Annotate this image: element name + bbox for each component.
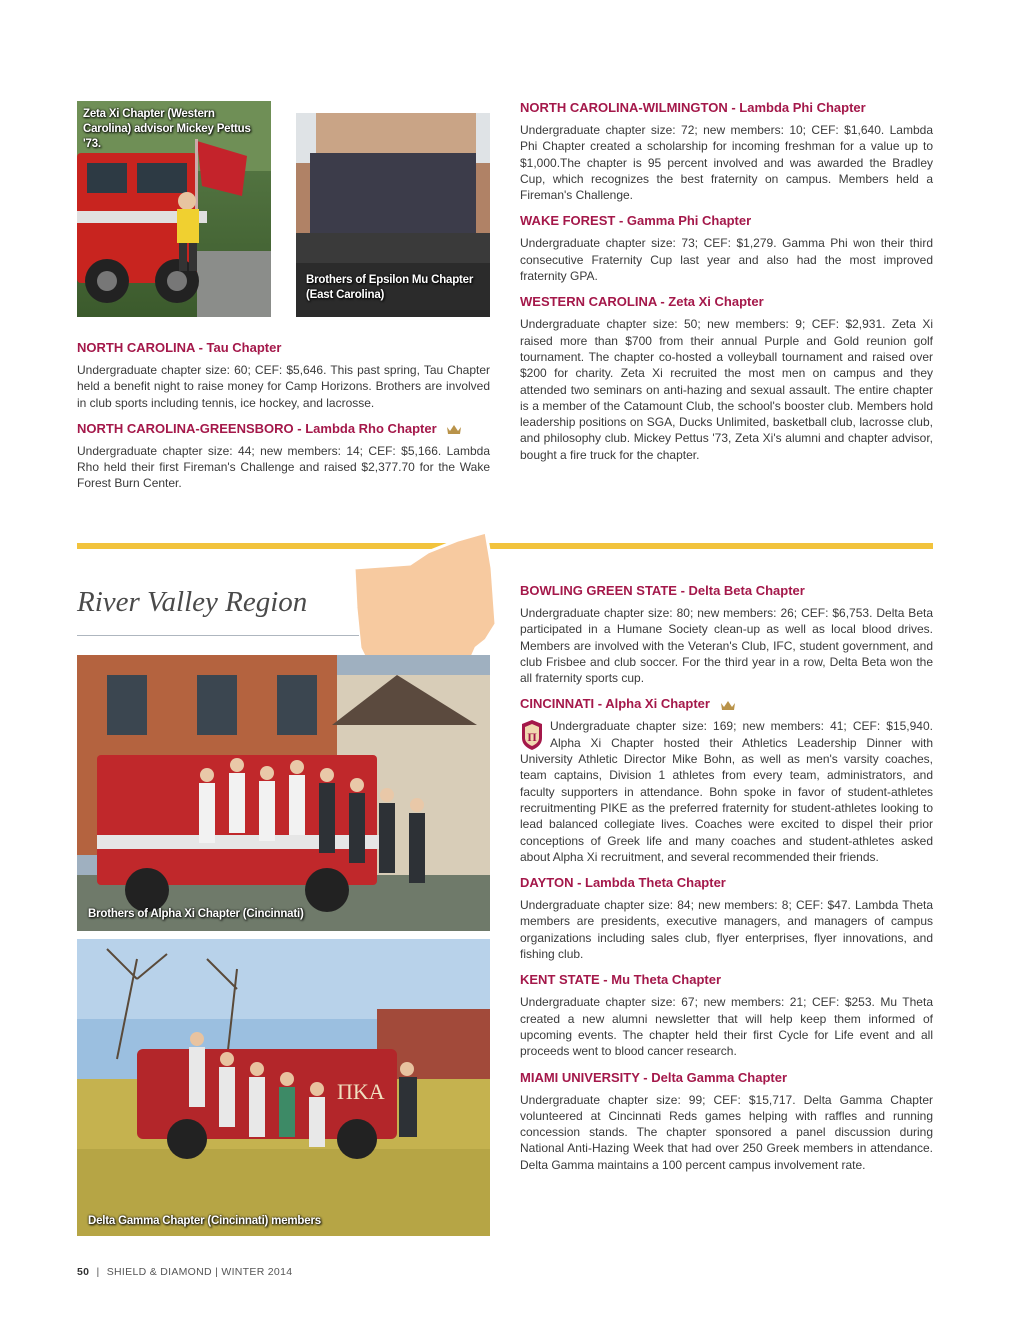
- group-photo-illustration: [77, 655, 490, 931]
- crown-icon: [720, 700, 736, 711]
- chapter-heading: WESTERN CAROLINA - Zeta Xi Chapter: [520, 294, 764, 310]
- crown-icon: [446, 424, 462, 435]
- region-divider-rule: [77, 543, 933, 549]
- chapter-entry: [77, 420, 490, 492]
- chapter-heading: NORTH CAROLINA-WILMINGTON - Lambda Phi Chapter: [520, 100, 866, 115]
- pike-crest-icon: [520, 720, 544, 750]
- chapter-heading-with-crown: [77, 420, 490, 437]
- chapter-entry: [77, 339, 490, 411]
- chapter-body: Undergraduate chapter size: 99; CEF: $15,717. Delta Gamma Chapter volunteered at Cincinnati Reds games helping with raffles and running concession stands. The chapter sponsored a panel discussion during National Anti-Hazing Week that had over 250 Greek members in attendance. Delta Gamma maintains a 100 percent campus involvement rate.: [520, 1092, 933, 1172]
- chapter-body: Undergraduate chapter size: 44; new members: 14; CEF: $5,166. Lambda Rho held their first Fireman's Challenge and raised $2,377.70 for the Wake Forest Burn Center.: [77, 443, 490, 491]
- chapter-heading-text: CINCINNATI - Alpha Xi Chapter: [520, 696, 710, 712]
- photo-epsilon-mu-group: [296, 113, 490, 317]
- region-title: River Valley Region: [77, 586, 308, 618]
- chapter-body: Undergraduate chapter size: 67; new members: 21; CEF: $253. Mu Theta created a new alumni newsletter that will help keep them informed of upcoming events. The chapter held their first Cycle for Life event and all proceeds went to blood cancer research.: [520, 995, 933, 1059]
- chapter-body: Undergraduate chapter size: 84; new members: 8; CEF: $47. Lambda Theta members are presidents, executive managers, and managers of campus organizations including sales club, flyer enterprises, flyer innovations, and fishing club.: [520, 898, 933, 962]
- chapter-body: Undergraduate chapter size: 72; new members: 10; CEF: $1,640. Lambda Phi Chapter created a scholarship for incoming freshman for a value up to $1,000.The chapter is 95 percent involved and was awarded the Bradley Cup, which recognizes the best fraternity on campus. Members held a Fireman's Challenge.: [520, 123, 933, 203]
- chapter-heading: NORTH CAROLINA - Tau Chapter: [77, 340, 282, 355]
- chapter-entry: [520, 582, 933, 686]
- chapter-heading: WAKE FOREST - Gamma Phi Chapter: [520, 213, 752, 229]
- photo-caption: Delta Gamma Chapter (Cincinnati) members: [88, 1215, 321, 1227]
- chapter-heading-with-crown: [520, 695, 933, 712]
- chapter-heading-text: NORTH CAROLINA-GREENSBORO - Lambda Rho Chapter: [77, 420, 437, 436]
- photo-alpha-xi-group: [77, 655, 490, 931]
- chapter-body: Undergraduate chapter size: 50; new members: 9; CEF: $2,931. Zeta Xi raised more than $700 from their annual Purple and Gold reunion golf tournament. The chapter co-hosted a volleyball tournament and raised over $200 for charity. Zeta Xi recruited the most men on campus and they attended two seminars on anti-hazing and sexual assault. The entire chapter is a member of the Catamount Club, the school's booster club. Members hold leadership positions on SGA, Ducks Unlimited, basketball club, lacrosse club, and philosophy club. Mickey Pettus '73, Zeta Xi's alumni and chapter advisor, bought a fire truck for the chapter.: [520, 317, 933, 462]
- chapter-entry: [520, 695, 933, 865]
- chapter-entry: [520, 971, 933, 1059]
- photo-delta-gamma-group: [77, 939, 490, 1236]
- chapter-entry: [520, 212, 933, 284]
- publication-name: SHIELD & DIAMOND | WINTER 2014: [106, 1266, 293, 1278]
- truck-letters: ΠΚΑ: [337, 1079, 385, 1104]
- chapter-entry: [520, 293, 933, 463]
- chapter-body: [520, 718, 933, 865]
- photo-caption: Brothers of Epsilon Mu Chapter (East Carolina): [306, 274, 474, 301]
- page-number: 50: [77, 1266, 90, 1278]
- right-top-column: [520, 99, 933, 472]
- chapter-heading: BOWLING GREEN STATE - Delta Beta Chapter: [520, 583, 805, 598]
- chapter-entry: [520, 1069, 933, 1173]
- footer-separator: |: [96, 1266, 100, 1278]
- photo-caption: Zeta Xi Chapter (Western Carolina) advisor Mickey Pettus '73.: [83, 108, 251, 150]
- group-photo-illustration: [77, 939, 490, 1236]
- page-footer: [77, 1266, 292, 1278]
- right-bottom-column: [520, 582, 933, 1182]
- chapter-body: Undergraduate chapter size: 73; CEF: $1,279. Gamma Phi won their third consecutive Fraternity Cup last year and also had the most improved fraternity GPA.: [520, 236, 933, 284]
- chapter-entry: [520, 874, 933, 962]
- chapter-entry: [520, 99, 933, 203]
- chapter-body: Undergraduate chapter size: 60; CEF: $5,646. This past spring, Tau Chapter held a benefit night to raise money for Camp Horizons. Brothers are involved in club sports including tennis, ice hockey, and lacrosse.: [77, 363, 490, 410]
- crest-letter: Π: [527, 730, 537, 745]
- chapter-heading: MIAMI UNIVERSITY - Delta Gamma Chapter: [520, 1069, 788, 1085]
- region-title-underline: [77, 635, 359, 636]
- chapter-heading: DAYTON - Lambda Theta Chapter: [520, 875, 726, 891]
- chapter-heading: KENT STATE - Mu Theta Chapter: [520, 972, 722, 988]
- photo-zeta-xi-fire-truck: [77, 101, 271, 317]
- chapter-body: Undergraduate chapter size: 80; new members: 26; CEF: $6,753. Delta Beta participated in a Humane Society clean-up as well as local blood drives. Members are involved with the Veteran's Club, IFC, student government, and club Frisbee and club soccer. For the third year in a row, Delta Beta won the all fraternity sports cup.: [520, 606, 933, 686]
- chapter-body-text: Undergraduate chapter size: 169; new members: 41; CEF: $15,940. Alpha Xi Chapter hosted their Athletics Leadership Dinner with University Athletic Director Mike Bohn, as well as men's varsity coaches, team captains, Division 1 athletes from every team, administrators, and faculty supporters in attendance. Bohn spoke in favor of student-athletes recruitmenting PIKE as the preferred fraternity for student-athletes looking to lead balanced collegiate lives. Coaches were excited to dispel their prior conceptions of Greek life and many coaches and student-athletes asked about Alpha Xi recruitment, and several recommended their friends.: [520, 719, 933, 864]
- left-column: [77, 339, 490, 501]
- photo-caption: Brothers of Alpha Xi Chapter (Cincinnati): [88, 908, 304, 920]
